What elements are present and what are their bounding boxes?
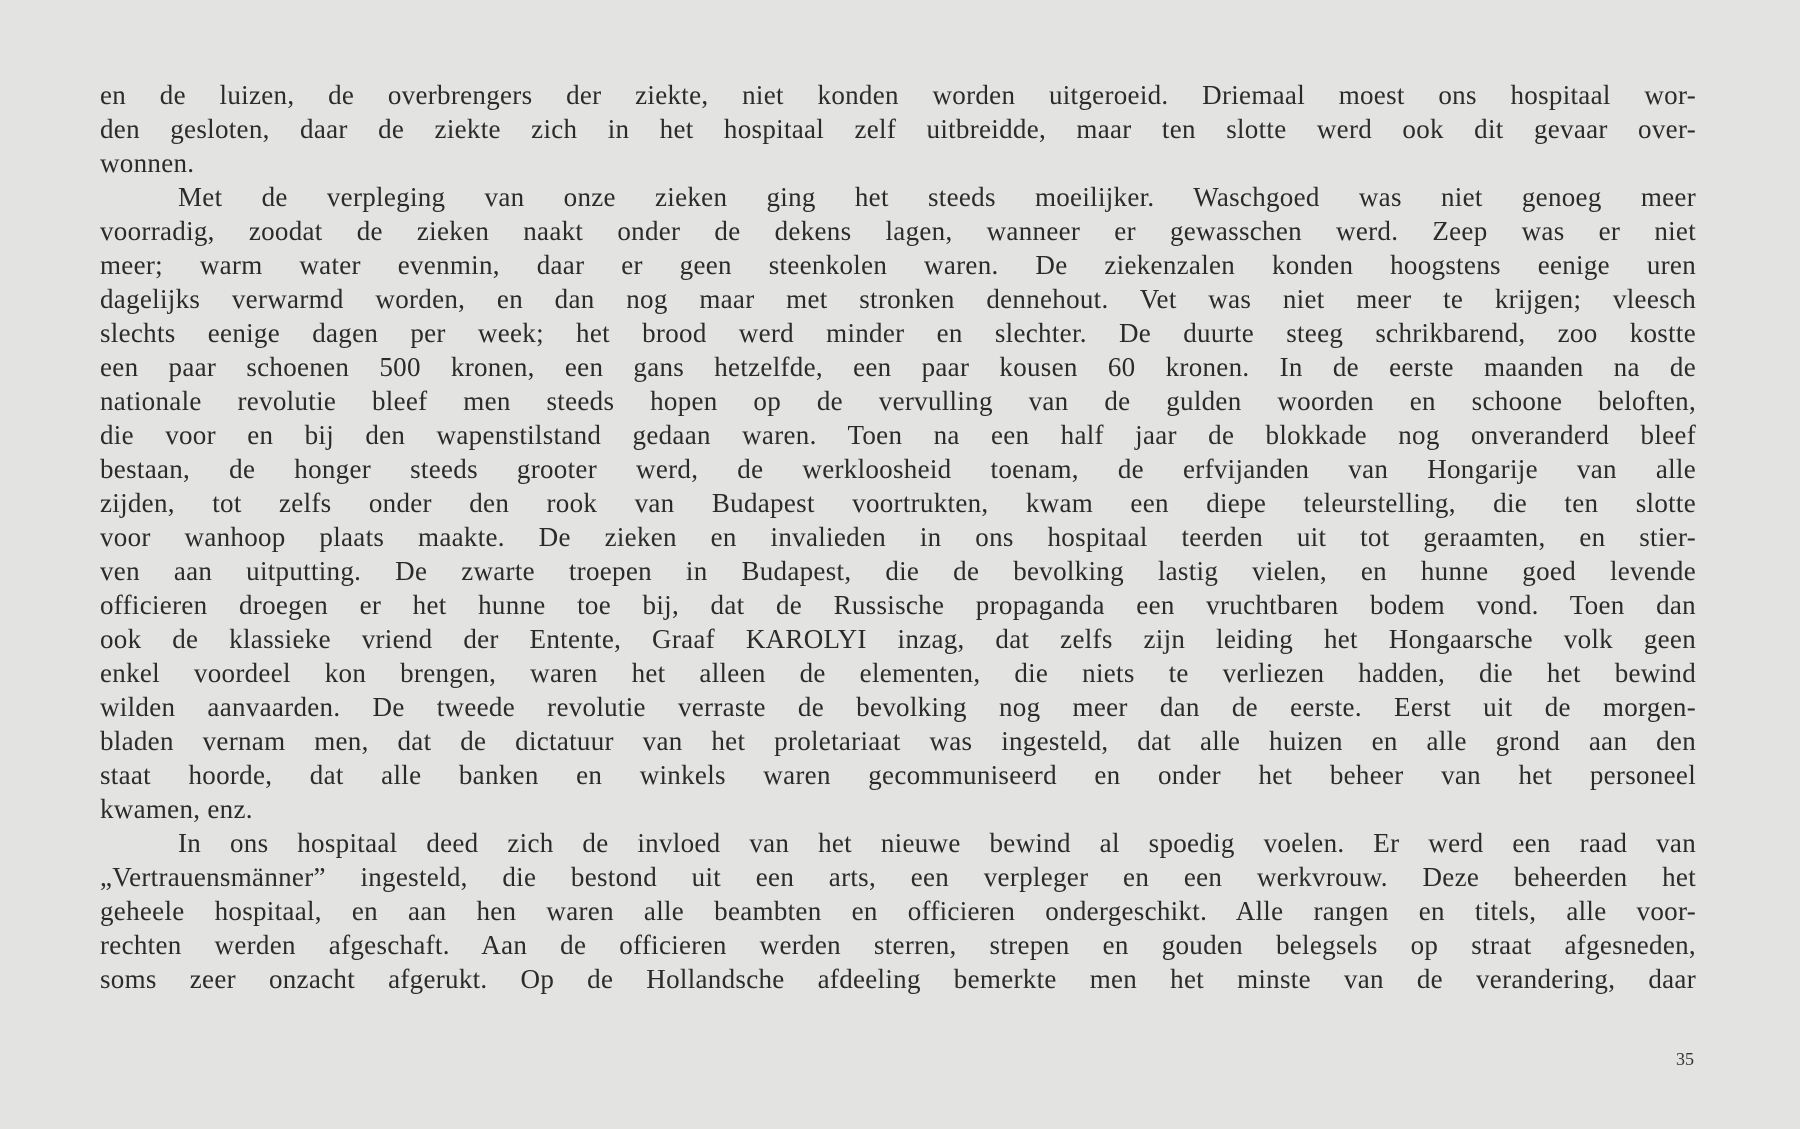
text-line: staat hoorde, dat alle banken en winkels waren gecommuniseerd en onder het beheer van het personeel [100, 760, 1696, 790]
text-line: dagelijks verwarmd worden, en dan nog maar met stronken dennehout. Vet was niet meer te krijgen; vleesch [100, 284, 1696, 314]
text-line: Met de verpleging van onze zieken ging het steeds moeilijker. Waschgoed was niet genoeg meer [178, 182, 1696, 212]
text-line: ven aan uitputting. De zwarte troepen in Budapest, die de bevolking lastig vielen, en hunne goed levende [100, 556, 1696, 586]
text-line: officieren droegen er het hunne toe bij, dat de Russische propaganda een vruchtbaren bodem vond. Toen dan [100, 590, 1696, 620]
text-line: geheele hospitaal, en aan hen waren alle beambten en officieren ondergeschikt. Alle rangen en titels, alle voor- [100, 896, 1696, 926]
text-line: die voor en bij den wapenstilstand gedaan waren. Toen na een half jaar de blokkade nog onveranderd bleef [100, 420, 1696, 450]
text-line: nationale revolutie bleef men steeds hopen op de vervulling van de gulden woorden en schoone beloften, [100, 386, 1696, 416]
text-line: zijden, tot zelfs onder den rook van Budapest voortrukten, kwam een diepe teleurstelling, die ten slotte [100, 488, 1696, 518]
text-line: wonnen. [100, 148, 195, 178]
text-line: bladen vernam men, dat de dictatuur van het proletariaat was ingesteld, dat alle huizen en alle grond aan den [100, 726, 1696, 756]
text-line: voorradig, zoodat de zieken naakt onder de dekens lagen, wanneer er gewasschen werd. Zeep was er niet [100, 216, 1696, 246]
text-line: den gesloten, daar de ziekte zich in het hospitaal zelf uitbreidde, maar ten slotte werd ook dit gevaar over- [100, 114, 1696, 144]
text-line: bestaan, de honger steeds grooter werd, de werkloosheid toenam, de erfvijanden van Hongarije van alle [100, 454, 1696, 484]
text-line: slechts eenige dagen per week; het brood werd minder en slechter. De duurte steeg schrikbarend, zoo kostte [100, 318, 1696, 348]
text-line: ook de klassieke vriend der Entente, Graaf KAROLYI inzag, dat zelfs zijn leiding het Hongaarsche volk geen [100, 624, 1696, 654]
text-line: soms zeer onzacht afgerukt. Op de Hollandsche afdeeling bemerkte men het minste van de verandering, daar [100, 964, 1696, 994]
text-line: een paar schoenen 500 kronen, een gans hetzelfde, een paar kousen 60 kronen. In de eerste maanden na de [100, 352, 1696, 382]
text-line: enkel voordeel kon brengen, waren het alleen de elementen, die niets te verliezen hadden, die het bewind [100, 658, 1696, 688]
text-line: en de luizen, de overbrengers der ziekte, niet konden worden uitgeroeid. Driemaal moest ons hospitaal wor- [100, 80, 1696, 110]
text-line: rechten werden afgeschaft. Aan de officieren werden sterren, strepen en gouden belegsels op straat afgesneden, [100, 930, 1696, 960]
body-text [100, 78, 1696, 996]
text-line: wilden aanvaarden. De tweede revolutie verraste de bevolking nog meer dan de eerste. Eerst uit de morgen- [100, 692, 1696, 722]
text-line: In ons hospitaal deed zich de invloed van het nieuwe bewind al spoedig voelen. Er werd een raad van [178, 828, 1696, 858]
text-line: kwamen, enz. [100, 794, 253, 824]
text-line: meer; warm water evenmin, daar er geen steenkolen waren. De ziekenzalen konden hoogstens eenige uren [100, 250, 1696, 280]
page-number: 35 [1676, 1049, 1694, 1069]
text-line: voor wanhoop plaats maakte. De zieken en invalieden in ons hospitaal teerden uit tot geraamten, en stier- [100, 522, 1696, 552]
text-line: „Vertrauensmänner” ingesteld, die bestond uit een arts, een verpleger en een werkvrouw. Deze beheerden het [100, 862, 1696, 892]
